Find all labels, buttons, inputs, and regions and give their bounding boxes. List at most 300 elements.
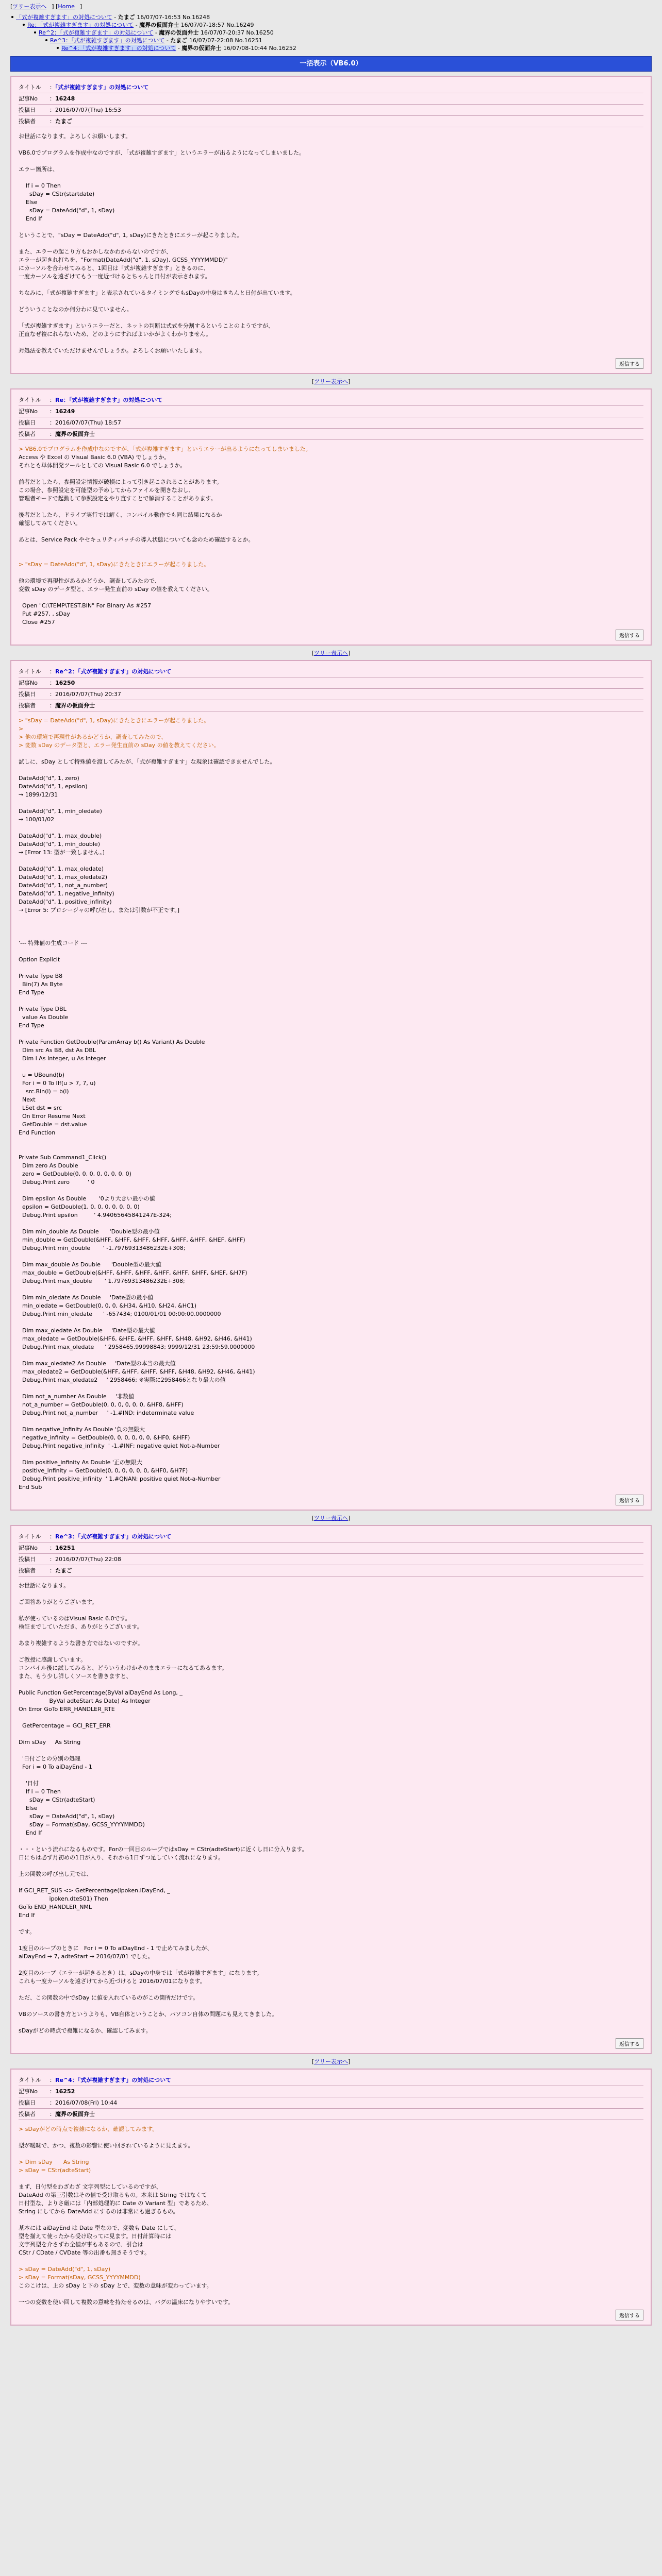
body-line (19, 1961, 643, 1969)
body-line: Dim max_oledate As Double 'Date型の最大値 (19, 1327, 155, 1334)
body-line: 確認してみてください。 (19, 520, 81, 527)
tree-item-author: 魔界の仮面弁士 (181, 45, 222, 52)
body-line: u = UBound(b) (19, 1072, 64, 1078)
body-line: Open "C:\TEMP\TEST.BIN" For Binary As #257 (19, 602, 152, 609)
body-line (19, 2019, 643, 2027)
tree-view-link[interactable]: ツリー表示へ (12, 3, 47, 10)
body-line (19, 314, 643, 322)
body-line: Debug.Print max_oledate2 ' 2958466; ※実際に2958466となり最大の値 (19, 1377, 226, 1383)
body-line: > "sDay = DateAdd("d", 1, sDay)にきたときにエラーが起こりました。 (19, 717, 210, 724)
body-line: aiDayEnd → 7, adteStart → 2016/07/01 でした。 (19, 1953, 154, 1960)
body-line: LSet dst = src (19, 1105, 62, 1111)
body-line (19, 1063, 643, 1071)
body-line: 一度カーソルを遠ざけてもう一度近づけるとちゃんと日付が表示されます。 (19, 273, 211, 280)
body-line: 管理者モードで起動して参照設定をやり直すことで解消することがあります。 (19, 495, 217, 502)
body-line: → 1899/12/31 (19, 791, 58, 798)
body-line: 型が曖昧で、かつ、複数の影響に使い回されているように見えます。 (19, 2142, 194, 2149)
body-line: DateAdd("d", 1, min_oledate) (19, 808, 102, 815)
body-line: 1度目のループのときに For i = 0 To aiDayEnd - 1 で止めてみましたが、 (19, 1945, 213, 1952)
post-header: タイトル ：「式が複雑すぎます」の対処について 記事No ：16248 投稿日 ：2016/07/07(Thu) 16:53 投稿者 ：たまご (19, 83, 643, 127)
body-line: Dim not_a_number As Double '非数値 (19, 1393, 135, 1400)
body-line (19, 2290, 643, 2298)
body-line: どういうことなのか何分わに見ていません。 (19, 306, 133, 313)
body-line (19, 1936, 643, 1944)
tree-item-meta: 16/07/07-18:57 No.16249 (180, 22, 254, 28)
body-line (19, 503, 643, 511)
body-line: 変数 sDay のデータ型と、エラー発生直前の sDay の値を教えてください。 (19, 586, 213, 592)
body-line (19, 2150, 643, 2158)
id-label: 記事No (19, 1545, 38, 1551)
body-line: DateAdd("d", 1, max_oledate2) (19, 874, 108, 880)
body-line: VBのソースの書き方というよりも、VB自体ということか、パソコン自体の問題にも見えてきました。 (19, 2011, 278, 2018)
tree-item: Re：「式が複雑すぎます」の対処について - 魔界の仮面弁士 16/07/07-18:57 No.16249 (11, 21, 662, 29)
tree-item-link[interactable]: Re：「式が複雑すぎます」の対処について (27, 22, 134, 28)
body-line: End Sub (19, 1484, 42, 1490)
body-line: Bin(7) As Byte (19, 981, 63, 988)
body-line: Public Function GetPercentage(ByVal aiDayEnd As Long, _ (19, 1689, 183, 1696)
tree-view-link[interactable]: ツリー表示へ (314, 650, 348, 656)
body-line: お世話になります。 (19, 1582, 70, 1589)
body-line (19, 2257, 643, 2265)
author-label: 投稿者 (19, 118, 36, 125)
date-label: 投稿日 (19, 107, 36, 113)
body-line: 文字列型を介さずわ全値が事もあるので、引合は (19, 2241, 143, 2248)
post-body (19, 2125, 643, 2307)
body-line: GetPercentage = GCI_RET_ERR (19, 1722, 111, 1729)
body-line (19, 1590, 643, 1598)
body-line (19, 1920, 643, 1928)
body-line: DateAdd("d", 1, positive_infinity) (19, 899, 112, 905)
body-line (19, 2133, 643, 2142)
post-header: タイトル ：Re：「式が複雑すぎます」の対処について 記事No ：16249 投稿日 ：2016/07/07(Thu) 18:57 投稿者 ：魔界の仮面弁士 (19, 396, 643, 440)
body-line: VB6.0でプログラムを作成中なのですが、「式が複雑すぎます」というエラーが出るようになってしまいました。 (19, 149, 305, 156)
body-line (19, 1351, 643, 1360)
body-line (19, 2002, 643, 2010)
reply-button[interactable]: 返信する (616, 2038, 643, 2049)
body-line: Private Type DBL (19, 1006, 67, 1012)
tree-view-link-row: [ツリー表示へ] (311, 650, 351, 656)
body-line (19, 947, 643, 956)
title-label: タイトル (19, 84, 41, 91)
body-line: value As Double (19, 1014, 69, 1021)
body-line: ご回答ありがとうございます。 (19, 1599, 98, 1605)
body-line (19, 1030, 643, 1038)
tree-item-link[interactable]: Re^2：「式が複雑すぎます」の対処について (39, 29, 154, 36)
body-line: 対処法を教えていただけませんでしょうか。よろしくお願いいたします。 (19, 347, 206, 354)
board-title: 一括表示（VB6.0） (10, 56, 652, 72)
body-line: sDay = Format(sDay, GCSS_YYYYMMDD) (19, 1821, 145, 1828)
body-line: 日にちは必ず月初めの1日が入り、それから1日ずつ足していく流れになります。 (19, 1854, 224, 1861)
body-line: ということで、"sDay = DateAdd("d", 1, sDay)にきたときにエラーが起こりました。 (19, 232, 243, 239)
body-line: それとも単体開発ツールとしての Visual Basic 6.0 でしょうか。 (19, 462, 186, 469)
body-line (19, 594, 643, 602)
body-line: not_a_number = GetDouble(0, 0, 0, 0, 0, 0, &HF8, &HFF) (19, 1401, 184, 1408)
body-line (19, 240, 643, 248)
body-line: まず、日付型をわざわざ 文字列型にしているのですが、 (19, 2183, 162, 2190)
post-body (19, 1582, 643, 2035)
post-author: たまご (55, 1567, 72, 1574)
body-line: min_double = GetDouble(&HFF, &HFF, &HFF, &HFF, &HFF, &HFF, &HEF, &HFF) (19, 1236, 245, 1243)
post-list (0, 76, 662, 2326)
post-id: 16251 (55, 1545, 75, 1551)
body-line (19, 1986, 643, 1994)
reply-button[interactable]: 返信する (616, 358, 643, 369)
body-line (19, 923, 643, 931)
body-line: → [Error 5: プロシージャの呼び出し、または引数が不正です。] (19, 907, 179, 913)
body-line: If i = 0 Then (19, 182, 61, 189)
body-line: Dim min_double As Double 'Double型の最小値 (19, 1228, 160, 1235)
body-line: ByVal adteStart As Date) As Integer (19, 1698, 151, 1704)
tree-view-link[interactable]: ツリー表示へ (314, 1515, 348, 1521)
body-line: > (19, 725, 24, 732)
body-line: DateAdd("d", 1, zero) (19, 775, 79, 782)
bullet-icon (11, 16, 13, 18)
body-line: 2度目のループ（エラーが起きるとき）は、sDayの中身では「式が複雑すぎます」になります。 (19, 1970, 263, 1976)
tree-view-link[interactable]: ツリー表示へ (314, 2058, 348, 2065)
body-line: CStr / CDate / CVDate 等の出番も無さそうです。 (19, 2249, 150, 2256)
tree-item-link[interactable]: Re^4：「式が複雑すぎます」の対処について (61, 45, 176, 52)
body-line: > sDay = DateAdd("d", 1, sDay) (19, 2266, 111, 2273)
body-line: Debug.Print epsilon ' 4.94065645841247E-324; (19, 1212, 172, 1218)
body-line: 日付型な、よりさ厳には「内部処理的に Date の Variant 型」であるため、 (19, 2200, 212, 2207)
post-title: Re^3：「式が複雑すぎます」の対処について (55, 1533, 172, 1540)
post-id: 16249 (55, 408, 75, 415)
body-line (19, 1137, 643, 1145)
body-line: にカーソルを合わせてみると、1回目は「式が複雑すぎます」ときるのに、 (19, 265, 209, 272)
body-line: Debug.Print positive_infinity ' 1.#QNAN; positive quiet Not-a-Number (19, 1476, 221, 1482)
title-label: タイトル (19, 397, 41, 403)
body-line: On Error Resume Next (19, 1113, 86, 1120)
post (10, 76, 652, 374)
body-line: DateAdd("d", 1, epsilon) (19, 783, 88, 790)
author-label: 投稿者 (19, 2111, 36, 2117)
post-footer (19, 1495, 643, 1505)
date-label: 投稿日 (19, 419, 36, 426)
body-line (19, 1681, 643, 1689)
body-line: If GCI_RET_SUS <> GetPercentage(ipoken.iDayEnd, _ (19, 1887, 170, 1894)
bullet-icon (34, 31, 36, 33)
body-line (19, 1837, 643, 1845)
body-line: sDay = CStr(startdate) (19, 191, 95, 197)
body-line (19, 931, 643, 939)
body-line: On Error GoTo ERR_HANDLER_RTE (19, 1706, 115, 1713)
body-line: epsilon = GetDouble(1, 0, 0, 0, 0, 0, 0, 0) (19, 1204, 140, 1210)
post-footer (19, 2310, 643, 2320)
reply-button[interactable]: 返信する (616, 630, 643, 640)
body-line: End If (19, 1912, 35, 1919)
body-line: Dim zero As Double (19, 1162, 78, 1169)
body-line (19, 1631, 643, 1639)
body-line (19, 1417, 643, 1426)
tree-item-author: 魔界の仮面弁士 (159, 29, 199, 36)
body-line: 一つの変数を使い回して複数の意味を持たせるのは、バグの温床になりやすいです。 (19, 2299, 234, 2306)
body-line (19, 1648, 643, 1656)
body-line: Private Sub Command1_Click() (19, 1154, 107, 1161)
tree-item-author: たまご (118, 14, 135, 21)
body-line: 私が使っているのはVisual Basic 6.0です。 (19, 1615, 131, 1622)
body-line: また、エラーの起こり方もおかしなかわからないのですが、 (19, 248, 172, 255)
post-title: Re^2：「式が複雑すぎます」の対処について (55, 668, 172, 675)
body-line: Debug.Print max_oledate ' 2958465.99998843; 9999/12/31 23:59:59.0000000 (19, 1344, 255, 1350)
body-line: max_oledate2 = GetDouble(&HFF, &HFF, &HFF, &HFF, &H48, &H92, &H46, &H41) (19, 1368, 255, 1375)
tree-item: Re^2：「式が複雑すぎます」の対処について - 魔界の仮面弁士 16/07/07-20:37 No.16250 (11, 29, 662, 37)
id-label: 記事No (19, 408, 38, 415)
body-line: この場合、参照設定を可能型の予めしてからファイルを開きなおし、 (19, 487, 194, 494)
post-title: Re：「式が複雑すぎます」の対処について (55, 397, 163, 403)
body-line (19, 1878, 643, 1887)
reply-button[interactable]: 返信する (616, 1495, 643, 1505)
body-line: 試しに、sDay として特殊値を渡してみたが、「式が複雑すぎます」な現象は確認できませんでした。 (19, 758, 276, 765)
body-line (19, 157, 643, 165)
body-line: エラーが起きれ打ちを、"Format(DateAdd("d", 1, sDay), GCSS_YYYYMMDD)" (19, 257, 228, 263)
body-line: > sDay = Format(sDay, GCSS_YYYYMMDD) (19, 2274, 141, 2281)
body-line (19, 2175, 643, 2183)
post-id: 16248 (55, 95, 75, 102)
body-line: End If (19, 1829, 42, 1836)
body-line: DateAdd("d", 1, not_a_number) (19, 882, 108, 889)
body-line: ご教授に感謝しています。 (19, 1656, 87, 1663)
body-line: DateAdd("d", 1, max_double) (19, 833, 102, 839)
id-label: 記事No (19, 680, 38, 686)
post-body (19, 132, 643, 355)
date-label: 投稿日 (19, 2099, 36, 2106)
post-header: タイトル ：Re^2：「式が複雑すぎます」の対処について 記事No ：16250 投稿日 ：2016/07/07(Thu) 20:37 投稿者 ：魔界の仮面弁士 (19, 667, 643, 711)
post-header: タイトル ：Re^4：「式が複雑すぎます」の対処について 記事No ：16252 投稿日 ：2016/07/08(Fri) 10:44 投稿者 ：魔界の仮面弁士 (19, 2076, 643, 2120)
body-line (19, 799, 643, 807)
tree-item-link[interactable]: 「式が複雑すぎます」の対処について (16, 14, 112, 21)
post-title: 「式が複雑すぎます」の対処について (55, 84, 149, 91)
post-body (19, 717, 643, 1492)
home-link[interactable]: Home (58, 3, 75, 10)
body-line: End Function (19, 1129, 56, 1136)
body-line: 前者だとしたら、参照設定情報が破損によって引き起こされることがあります。 (19, 479, 223, 485)
body-line: Next (19, 1096, 36, 1103)
post (10, 2069, 652, 2326)
body-line: '--- 特殊値の生成コード --- (19, 940, 87, 946)
body-line (19, 552, 643, 561)
tree-item-meta: 16/07/08-10:44 No.16252 (223, 45, 296, 52)
post-footer (19, 358, 643, 369)
body-line: For i = 0 To IIf(u > 7, 7, u) (19, 1080, 96, 1087)
body-line: For i = 0 To aiDayEnd - 1 (19, 1764, 92, 1770)
body-line: > sDay = CStr(adteStart) (19, 2167, 91, 2174)
body-line: positive_infinity = GetDouble(0, 0, 0, 0, 0, 0, &HF0, &H7F) (19, 1467, 188, 1474)
body-line: Option Explicit (19, 956, 60, 963)
author-label: 投稿者 (19, 702, 36, 709)
body-line (19, 338, 643, 347)
body-line: また、もう少し詳しくソースを書きますと、 (19, 1673, 132, 1680)
body-line (19, 997, 643, 1005)
body-line (19, 1145, 643, 1154)
post-author: 魔界の仮面弁士 (55, 2111, 95, 2117)
body-line: GoTo END_HANDLER_NML (19, 1904, 92, 1910)
body-line: Debug.Print min_double ' -1.79769313486232E+308; (19, 1245, 186, 1251)
body-line: If i = 0 Then (19, 1788, 61, 1795)
body-line: '日付 (19, 1780, 39, 1787)
body-line (19, 2216, 643, 2224)
body-line (19, 1747, 643, 1755)
tree-view-link-row: [ツリー表示へ] (311, 378, 351, 385)
post (10, 388, 652, 646)
body-line: DateAdd の第三引数はその値で受け取るもの。本来は String ではなくて (19, 2192, 207, 2198)
body-line: > "sDay = DateAdd("d", 1, sDay)にきたときにエラーが起こりました。 (19, 561, 210, 568)
body-line: Dim src As B8, dst As DBL (19, 1047, 96, 1054)
body-line (19, 1318, 643, 1327)
title-label: タイトル (19, 668, 41, 675)
body-line (19, 569, 643, 577)
body-line: Debug.Print max_double ' 1.79769313486232E+308; (19, 1278, 185, 1284)
post-header: タイトル ：Re^3：「式が複雑すぎます」の対処について 記事No ：16251 投稿日 ：2016/07/07(Thu) 22:08 投稿者 ：たまご (19, 1532, 643, 1577)
body-line: 上の関数の呼び出し元では、 (19, 1871, 92, 1877)
post-id: 16250 (55, 680, 75, 686)
body-line (19, 1450, 643, 1459)
post-author: 魔界の仮面弁士 (55, 431, 95, 437)
body-line: max_double = GetDouble(&HFF, &HFF, &HFF, &HFF, &HFF, &HFF, &HEF, &H7F) (19, 1269, 247, 1276)
bullet-icon (23, 24, 25, 26)
bullet-icon (57, 47, 59, 49)
body-line: ipoken.dteS01) Then (19, 1895, 108, 1902)
body-line: > 変数 sDay のデータ型と、エラー発生直前の sDay の値を教えてください。 (19, 742, 220, 749)
body-line: Dim sDay As String (19, 1739, 81, 1745)
tree-view-link[interactable]: ツリー表示へ (314, 378, 348, 385)
body-line: Access や Excel の Visual Basic 6.0 (VBA) でしょうか。 (19, 454, 170, 461)
title-label: タイトル (19, 1533, 41, 1540)
body-line: String にしてから DateAdd にするのは非常にも過ぎるもの。 (19, 2208, 179, 2215)
tree-item-meta: 16/07/07-16:53 No.16248 (137, 14, 210, 21)
post-date: 2016/07/07(Thu) 22:08 (55, 1556, 121, 1563)
body-line (19, 297, 643, 306)
body-line: End If (19, 215, 42, 222)
body-line (19, 1730, 643, 1738)
body-line: Close #257 (19, 619, 55, 625)
body-line (19, 1285, 643, 1294)
post (10, 1525, 652, 2054)
tree-item-link[interactable]: Re^3：「式が複雑すぎます」の対処について (50, 37, 165, 44)
body-line: Dim max_double As Double 'Double型の最大値 (19, 1261, 161, 1268)
body-line: End Type (19, 989, 44, 996)
body-line: 他の環境で再現性があるかどうか、調査してみたので、 (19, 578, 160, 584)
body-line (19, 766, 643, 774)
body-line: DateAdd("d", 1, min_double) (19, 841, 100, 848)
body-line: 検証までしていただき、ありがとうございます。 (19, 1623, 143, 1630)
body-line: ちなみに、「式が複雑すぎます」と表示されているタイミングでもsDayの中身はきちんと日付が出ています。 (19, 290, 296, 296)
body-line: ただ、この関数の中でsDay に値を入れているのがこの箇所だけです。 (19, 1994, 199, 2001)
tree-item-meta: 16/07/07-22:08 No.16251 (189, 37, 262, 44)
post-date: 2016/07/08(Fri) 10:44 (55, 2099, 118, 2106)
body-line (19, 964, 643, 972)
body-line (19, 528, 643, 536)
body-line: これも一度カーソルを遠ざけてから近づけると 2016/07/01になります。 (19, 1978, 206, 1985)
body-line (19, 857, 643, 865)
body-line: です。 (19, 1928, 36, 1935)
body-line: → [Error 13: 型が一致しません。] (19, 849, 105, 856)
body-line: Private Function GetDouble(ParamArray b() As Variant) As Double (19, 1039, 205, 1045)
body-line: DateAdd("d", 1, max_oledate) (19, 866, 104, 872)
tree-item-author: たまご (170, 37, 188, 44)
post-author: たまご (55, 118, 72, 125)
body-line: Dim i As Integer, u As Integer (19, 1055, 106, 1062)
post-date: 2016/07/07(Thu) 16:53 (55, 107, 121, 113)
date-label: 投稿日 (19, 691, 36, 698)
body-line: min_oledate = GetDouble(0, 0, 0, &H34, &H10, &H24, &HC1) (19, 1302, 196, 1309)
body-line: '日付ごとの分別の処理 (19, 1755, 81, 1762)
author-label: 投稿者 (19, 431, 36, 437)
body-line (19, 281, 643, 289)
body-line (19, 1384, 643, 1393)
body-line: > sDayがどの時点で複雑になるか、確認してみます。 (19, 2126, 158, 2132)
id-label: 記事No (19, 95, 38, 102)
body-line: Debug.Print negative_infinity ' -1.#INF; negative quiet Not-a-Number (19, 1443, 220, 1449)
tree-view-link-row: [ツリー表示へ] (311, 2058, 351, 2065)
body-line (19, 914, 643, 923)
body-line (19, 174, 643, 182)
body-line: お世話になります。よろしくお願いします。 (19, 133, 131, 140)
body-line: 後者だとしたら、ドライブ実行では解く、コンパイル動作でも同じ結果になるか (19, 512, 222, 518)
body-line: Private Type B8 (19, 973, 63, 979)
body-line: あとは、Service Pack やセキュリティパッチの導入状態についても念のため確認するとか。 (19, 536, 254, 543)
tree-item-meta: 16/07/07-20:37 No.16250 (200, 29, 274, 36)
body-line: Debug.Print zero ' 0 (19, 1179, 95, 1185)
body-line (19, 470, 643, 478)
body-line (19, 1714, 643, 1722)
body-line (19, 1771, 643, 1780)
post-author: 魔界の仮面弁士 (55, 702, 95, 709)
body-line (19, 750, 643, 758)
body-line: src.Bin(i) = b(i) (19, 1088, 69, 1095)
body-line: Dim negative_infinity As Double '負の無限大 (19, 1426, 145, 1433)
body-line: GetDouble = dst.value (19, 1121, 87, 1128)
id-label: 記事No (19, 2088, 38, 2095)
body-line: Else (19, 1805, 38, 1811)
body-line: Dim epsilon As Double '0より大きい最小の値 (19, 1195, 155, 1202)
body-line: zero = GetDouble(0, 0, 0, 0, 0, 0, 0, 0) (19, 1171, 131, 1177)
author-label: 投稿者 (19, 1567, 36, 1574)
body-line: sDayがどの時点で複雑になるか、確認してみます。 (19, 2027, 152, 2034)
tree-item: Re^3：「式が複雑すぎます」の対処について - たまご 16/07/07-22:08 No.16251 (11, 37, 662, 44)
body-line (19, 824, 643, 832)
body-line: > Dim sDay As String (19, 2159, 89, 2165)
bullet-icon (45, 39, 47, 41)
post-date: 2016/07/07(Thu) 20:37 (55, 691, 121, 698)
date-label: 投稿日 (19, 1556, 36, 1563)
post-footer (19, 630, 643, 640)
body-line: 型を揃えて使ったから受け取ってに見ます。日付計算時には (19, 2233, 172, 2240)
body-line: 「式が複雑すぎます」というエラーだと、ネットの判断は式式を分割するということのようですが、 (19, 323, 274, 329)
reply-button[interactable]: 返信する (616, 2310, 643, 2320)
tree-item: 「式が複雑すぎます」の対処について - たまご 16/07/07-16:53 No.16248 (11, 13, 662, 21)
post-body (19, 445, 643, 626)
tree-item-author: 魔界の仮面弁士 (139, 22, 179, 28)
body-line: Put #257, , sDay (19, 611, 70, 617)
body-line (19, 223, 643, 231)
body-line: negative_infinity = GetDouble(0, 0, 0, 0, 0, 0, &HF0, &HFF) (19, 1434, 190, 1441)
body-line: Debug.Print min_oledate ' -657434; 0100/01/01 00:00:00.0000000 (19, 1311, 221, 1317)
body-line (19, 544, 643, 552)
post-date: 2016/07/07(Thu) 18:57 (55, 419, 121, 426)
body-line: Dim positive_infinity As Double '正の無限大 (19, 1459, 142, 1466)
top-nav: [ツリー表示へ ] [Home ] (10, 3, 82, 10)
tree-item: Re^4：「式が複雑すぎます」の対処について - 魔界の仮面弁士 16/07/08-10:44 No.16252 (11, 44, 662, 52)
body-line: このこけは、上の sDay と下の sDay とで、変数の意味が変わっています。 (19, 2282, 212, 2289)
body-line: あまり複雑するような書き方ではないのですが。 (19, 1640, 143, 1647)
post-footer (19, 2038, 643, 2049)
body-line (19, 1862, 643, 1870)
body-line: → 100/01/02 (19, 816, 55, 823)
body-line: sDay = CStr(adteStart) (19, 1797, 95, 1803)
body-line: sDay = DateAdd("d", 1, sDay) (19, 1813, 115, 1820)
body-line: max_oledate = GetDouble(&HF6, &HFE, &HFF, &HFF, &H48, &H92, &H46, &H41) (19, 1335, 252, 1342)
body-line: 基本には aiDayEnd は Date 型なので、変数も Date にして、 (19, 2225, 180, 2231)
